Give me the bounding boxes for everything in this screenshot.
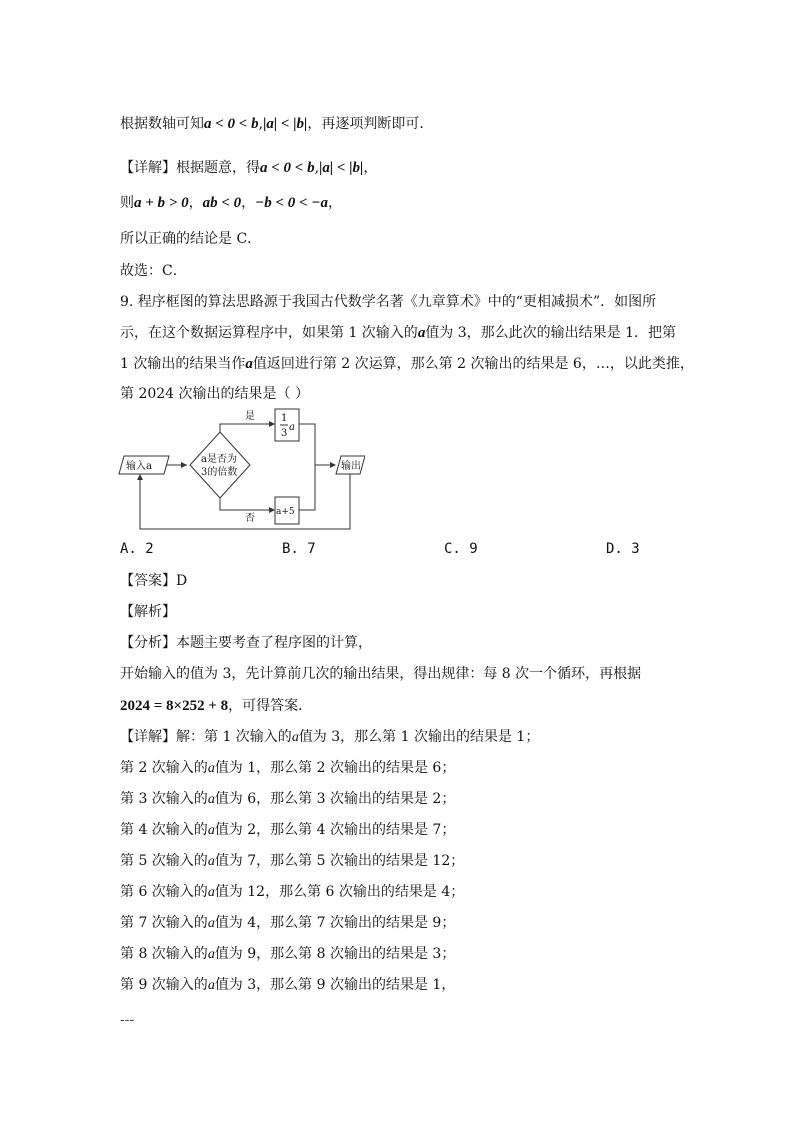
detail1-prefix: 【详解】根据题意，得 bbox=[120, 160, 260, 176]
step-pre: 第 3 次输入的 bbox=[120, 791, 208, 807]
answer-line: 【答案】D bbox=[120, 573, 188, 589]
step-var: a bbox=[291, 730, 299, 745]
top-box-denominator: 3 bbox=[281, 428, 288, 439]
option-d: D. 3 bbox=[606, 541, 640, 557]
step-post: 值为 7，那么第 5 次输出的结果是 12； bbox=[214, 853, 465, 869]
step-var: a bbox=[207, 792, 215, 807]
step-line bbox=[120, 913, 455, 934]
decision-label-2: 3的倍数 bbox=[201, 467, 238, 478]
then-prefix: 则 bbox=[120, 195, 134, 211]
option-a: A. 2 bbox=[120, 541, 154, 557]
question-var-a: a bbox=[417, 325, 426, 341]
intro-suffix: ，再逐项判断即可． bbox=[307, 116, 434, 132]
ellipsis-line: --- bbox=[120, 1012, 135, 1028]
step-post: 值为 12，那么第 6 次输出的结果是 4； bbox=[214, 884, 465, 900]
then-c2: ， bbox=[241, 195, 256, 211]
step-pre: 第 4 次输入的 bbox=[120, 822, 208, 838]
analysis-heading: 【解析】 bbox=[120, 604, 176, 620]
analysis-line-2: 开始输入的值为 3，先计算前几次的输出结果，得出规律：每 8 次一个循环，再根据 bbox=[120, 666, 642, 682]
question-line-3a: 1 次输出的结果当作 bbox=[120, 356, 246, 372]
step-post: 值为 3，那么第 1 次输出的结果是 1； bbox=[298, 729, 540, 745]
top-box-var: a bbox=[289, 422, 295, 433]
then-c3: ， bbox=[327, 195, 342, 211]
decision-diamond bbox=[190, 432, 250, 498]
step-pre: 第 2 次输入的 bbox=[120, 760, 208, 776]
step-line bbox=[120, 944, 455, 965]
step-var: a bbox=[207, 823, 215, 838]
then-math-chain: −b < 0 < −a bbox=[255, 195, 328, 211]
step-line bbox=[120, 789, 455, 810]
step-line bbox=[120, 758, 455, 779]
conclusion-line: 所以正确的结论是 C． bbox=[120, 231, 262, 247]
yes-label: 是 bbox=[245, 411, 255, 422]
question-line-3b: 值返回进行第 2 次运算，那么第 2 次输出的结果是 6，…，以此类推， bbox=[252, 356, 694, 372]
detail1-math-abs: |a| < |b| bbox=[319, 160, 364, 176]
intro-line bbox=[120, 114, 433, 134]
step-pre: 第 7 次输入的 bbox=[120, 915, 208, 931]
intro-sep: , bbox=[258, 116, 264, 132]
step-line bbox=[120, 851, 464, 872]
step-var: a bbox=[207, 916, 215, 931]
question-line-2a: 示，在这个数据运算程序中，如果第 1 次输入的 bbox=[120, 325, 418, 341]
question-line-2b: 值为 3，那么此次的输出结果是 1．把第 bbox=[425, 325, 677, 341]
step-var: a bbox=[207, 978, 215, 993]
step-post: 值为 1，那么第 2 次输出的结果是 6； bbox=[214, 760, 456, 776]
step-pre: 【详解】解：第 1 次输入的 bbox=[120, 729, 292, 745]
step-pre: 第 5 次输入的 bbox=[120, 853, 208, 869]
step-pre: 第 6 次输入的 bbox=[120, 884, 208, 900]
analysis-suffix: ，可得答案． bbox=[228, 698, 313, 714]
step-var: a bbox=[207, 761, 215, 776]
step-line bbox=[120, 882, 464, 903]
step-var: a bbox=[207, 885, 215, 900]
flowchart-diagram bbox=[115, 404, 365, 534]
question-line-4: 第 2024 次输出的结果是（ ） bbox=[120, 386, 309, 402]
step-post: 值为 9，那么第 8 次输出的结果是 3； bbox=[214, 946, 456, 962]
detail1-sep: , bbox=[314, 160, 320, 176]
detail1-line bbox=[120, 158, 377, 178]
step-post: 值为 4，那么第 7 次输出的结果是 9； bbox=[214, 915, 456, 931]
step-line bbox=[120, 975, 455, 996]
detail1-suffix: ， bbox=[363, 160, 378, 176]
step-post: 值为 2，那么第 4 次输出的结果是 7； bbox=[214, 822, 456, 838]
detail1-math-order: a < 0 < b bbox=[260, 160, 315, 176]
then-line bbox=[120, 193, 342, 213]
then-c1: ， bbox=[188, 195, 203, 211]
decision-label-1: a是否为 bbox=[201, 454, 237, 465]
intro-prefix: 根据数轴可知 bbox=[120, 116, 204, 132]
option-c: C. 9 bbox=[444, 541, 478, 557]
question-var-a-2: a bbox=[245, 356, 253, 372]
step-var: a bbox=[207, 854, 215, 869]
option-b: B. 7 bbox=[282, 541, 316, 557]
intro-math-order: a < 0 < b bbox=[204, 116, 259, 132]
step-post: 值为 3，那么第 9 次输出的结果是 1， bbox=[214, 977, 456, 993]
then-math-product: ab < 0 bbox=[202, 195, 242, 211]
intro-math-abs: |a| < |b| bbox=[263, 116, 308, 132]
analysis-line-1: 【分析】本题主要考查了程序图的计算， bbox=[120, 635, 372, 651]
step-line bbox=[120, 820, 455, 841]
step-var: a bbox=[207, 947, 215, 962]
top-box-numerator: 1 bbox=[281, 413, 288, 424]
then-math-sum: a + b > 0 bbox=[134, 195, 189, 211]
step-post: 值为 6，那么第 3 次输出的结果是 2； bbox=[214, 791, 456, 807]
bottom-box-label: a+5 bbox=[276, 507, 295, 517]
question-line-2 bbox=[120, 323, 676, 343]
output-label: 输出 bbox=[341, 461, 361, 472]
analysis-line-3 bbox=[120, 696, 312, 716]
question-line-3 bbox=[120, 354, 694, 374]
input-label: 输入a bbox=[126, 461, 152, 472]
step-pre: 第 8 次输入的 bbox=[120, 946, 208, 962]
analysis-math: 2024 = 8×252 + 8 bbox=[120, 698, 229, 714]
choice-line: 故选：C． bbox=[120, 263, 187, 279]
question-line-1: 9. 程序框图的算法思路源于我国古代数学名著《九章算术》中的“更相减损术”．如图所 bbox=[120, 294, 657, 310]
step-line bbox=[120, 727, 539, 748]
no-label: 否 bbox=[245, 513, 255, 524]
step-pre: 第 9 次输入的 bbox=[120, 977, 208, 993]
